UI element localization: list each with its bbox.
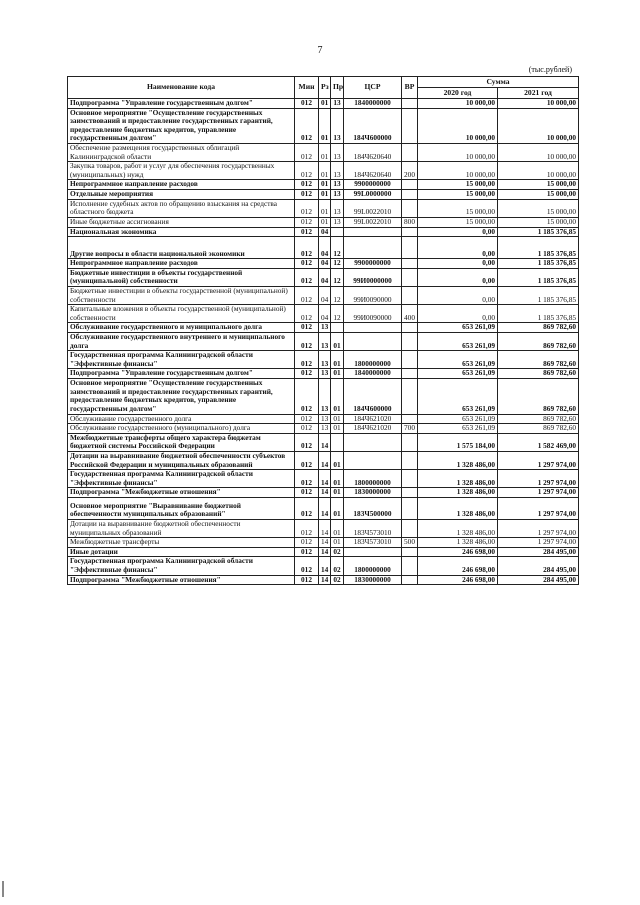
cell-amount-2020: 0,00 — [418, 227, 498, 237]
cell-amount-2021: 1 297 974,00 — [498, 538, 579, 548]
cell-min: 012 — [295, 144, 319, 162]
cell-min: 012 — [295, 323, 319, 333]
cell-pr — [331, 323, 344, 333]
cell-vr — [402, 351, 418, 369]
cell-amount-2021: 284 495,00 — [498, 547, 579, 557]
cell-min: 012 — [295, 286, 319, 304]
table-row — [68, 268, 579, 286]
cell-amount-2021: 15 000,00 — [498, 217, 579, 227]
cell-vr — [402, 190, 418, 200]
cell-min: 012 — [295, 180, 319, 190]
cell-min: 012 — [295, 557, 319, 575]
cell-csr: 1800000000 — [344, 557, 402, 575]
header-csr: ЦСР — [344, 77, 402, 99]
cell-rz: 01 — [319, 99, 331, 109]
cell-min: 012 — [295, 575, 319, 585]
cell-pr: 13 — [331, 108, 344, 143]
cell-amount-2020: 0,00 — [418, 237, 498, 259]
header-name: Наименование кода — [68, 77, 295, 99]
cell-amount-2020: 653 261,09 — [418, 323, 498, 333]
cell-amount-2020: 246 698,00 — [418, 557, 498, 575]
cell-csr — [344, 237, 402, 259]
cell-vr — [402, 379, 418, 414]
cell-rz: 14 — [319, 433, 331, 451]
cell-min: 012 — [295, 259, 319, 269]
cell-vr — [402, 259, 418, 269]
cell-amount-2021: 1 297 974,00 — [498, 470, 579, 488]
cell-name: Отдельные мероприятия — [68, 190, 295, 200]
cell-vr — [402, 369, 418, 379]
cell-amount-2020: 15 000,00 — [418, 180, 498, 190]
cell-min: 012 — [295, 162, 319, 180]
cell-min: 012 — [295, 470, 319, 488]
cell-amount-2021: 1 297 974,00 — [498, 519, 579, 537]
cell-min: 012 — [295, 451, 319, 469]
table-row — [68, 519, 579, 537]
table-row — [68, 305, 579, 323]
units-label: (тыс.рублей) — [528, 65, 572, 74]
cell-pr — [331, 433, 344, 451]
cell-pr: 13 — [331, 99, 344, 109]
cell-csr: 184Ч621020 — [344, 414, 402, 424]
cell-csr — [344, 323, 402, 333]
table-row — [68, 451, 579, 469]
cell-csr: 1830000000 — [344, 488, 402, 498]
cell-amount-2020: 10 000,00 — [418, 99, 498, 109]
cell-amount-2021: 1 185 376,85 — [498, 305, 579, 323]
cell-pr: 12 — [331, 268, 344, 286]
cell-vr — [402, 333, 418, 351]
cell-amount-2020: 246 698,00 — [418, 547, 498, 557]
cell-name: Дотации на выравнивание бюджетной обеспеченности муниципальных образований — [68, 519, 295, 537]
cell-min: 012 — [295, 369, 319, 379]
cell-rz: 01 — [319, 199, 331, 217]
cell-rz: 13 — [319, 424, 331, 434]
cell-amount-2020: 246 698,00 — [418, 575, 498, 585]
cell-amount-2021: 869 782,60 — [498, 323, 579, 333]
cell-amount-2021: 15 000,00 — [498, 190, 579, 200]
cell-rz: 14 — [319, 557, 331, 575]
cell-csr: 99L0022010 — [344, 217, 402, 227]
cell-amount-2021: 1 185 376,85 — [498, 259, 579, 269]
cell-rz: 01 — [319, 108, 331, 143]
cell-min: 012 — [295, 351, 319, 369]
cell-csr: 183Ч573010 — [344, 519, 402, 537]
cell-amount-2020: 15 000,00 — [418, 217, 498, 227]
cell-name: Подпрограмма "Межбюджетные отношения" — [68, 575, 295, 585]
cell-name: Межбюджетные трансферты — [68, 538, 295, 548]
cell-amount-2021: 869 782,60 — [498, 351, 579, 369]
table-row — [68, 379, 579, 414]
cell-vr — [402, 433, 418, 451]
cell-amount-2021: 1 297 974,00 — [498, 488, 579, 498]
table-row — [68, 470, 579, 488]
cell-vr — [402, 99, 418, 109]
table-row — [68, 259, 579, 269]
cell-min: 012 — [295, 305, 319, 323]
table-row — [68, 488, 579, 498]
cell-min: 012 — [295, 538, 319, 548]
cell-csr: 184Ч620640 — [344, 162, 402, 180]
cell-vr — [402, 557, 418, 575]
cell-csr: 183Ч500000 — [344, 497, 402, 519]
cell-amount-2020: 10 000,00 — [418, 144, 498, 162]
cell-amount-2021: 1 185 376,85 — [498, 237, 579, 259]
cell-rz: 13 — [319, 351, 331, 369]
cell-amount-2020: 653 261,09 — [418, 333, 498, 351]
cell-csr — [344, 547, 402, 557]
header-vr: ВР — [402, 77, 418, 99]
cell-amount-2021: 10 000,00 — [498, 144, 579, 162]
cell-amount-2020: 1 328 486,00 — [418, 497, 498, 519]
cell-amount-2021: 15 000,00 — [498, 180, 579, 190]
table-row — [68, 433, 579, 451]
cell-amount-2020: 1 328 486,00 — [418, 538, 498, 548]
cell-min: 012 — [295, 488, 319, 498]
cell-rz: 04 — [319, 259, 331, 269]
cell-amount-2021: 284 495,00 — [498, 557, 579, 575]
cell-vr — [402, 180, 418, 190]
cell-vr — [402, 237, 418, 259]
cell-vr: 400 — [402, 305, 418, 323]
cell-name: Обслуживание государственного (муниципального) долга — [68, 424, 295, 434]
table-row — [68, 144, 579, 162]
cell-vr — [402, 268, 418, 286]
cell-vr — [402, 323, 418, 333]
cell-csr: 9900000000 — [344, 259, 402, 269]
cell-amount-2020: 10 000,00 — [418, 108, 498, 143]
cell-vr — [402, 144, 418, 162]
cell-pr: 01 — [331, 369, 344, 379]
cell-rz: 01 — [319, 162, 331, 180]
cell-rz: 13 — [319, 414, 331, 424]
cell-pr: 01 — [331, 497, 344, 519]
cell-amount-2021: 869 782,60 — [498, 424, 579, 434]
cell-amount-2020: 653 261,09 — [418, 379, 498, 414]
cell-min: 012 — [295, 547, 319, 557]
cell-rz: 04 — [319, 227, 331, 237]
cell-pr: 02 — [331, 557, 344, 575]
cell-vr — [402, 108, 418, 143]
cell-pr: 13 — [331, 217, 344, 227]
cell-vr — [402, 227, 418, 237]
cell-min: 012 — [295, 379, 319, 414]
cell-vr — [402, 470, 418, 488]
cell-pr: 02 — [331, 575, 344, 585]
cell-csr — [344, 433, 402, 451]
cell-pr: 01 — [331, 424, 344, 434]
header-pr: Пр — [331, 77, 344, 99]
cell-amount-2020: 1 328 486,00 — [418, 451, 498, 469]
cell-pr: 02 — [331, 547, 344, 557]
cell-rz: 04 — [319, 237, 331, 259]
cell-name: Закупка товаров, работ и услуг для обеспечения государственных (муниципальных) нужд — [68, 162, 295, 180]
cell-name: Обслуживание государственного и муниципального долга — [68, 323, 295, 333]
cell-rz: 01 — [319, 190, 331, 200]
cell-amount-2020: 1 328 486,00 — [418, 519, 498, 537]
cell-pr — [331, 227, 344, 237]
table-row — [68, 497, 579, 519]
cell-min: 012 — [295, 108, 319, 143]
cell-vr — [402, 575, 418, 585]
cell-name: Непрограммное направление расходов — [68, 180, 295, 190]
cell-amount-2020: 15 000,00 — [418, 199, 498, 217]
table-row — [68, 575, 579, 585]
cell-rz: 14 — [319, 488, 331, 498]
cell-name: Непрограммное направление расходов — [68, 259, 295, 269]
cell-rz: 14 — [319, 497, 331, 519]
cell-rz: 13 — [319, 333, 331, 351]
cell-pr: 01 — [331, 351, 344, 369]
table-row — [68, 217, 579, 227]
cell-name: Национальная экономика — [68, 227, 295, 237]
cell-csr: 99L0000000 — [344, 190, 402, 200]
table-row — [68, 286, 579, 304]
cell-vr — [402, 547, 418, 557]
cell-amount-2021: 869 782,60 — [498, 379, 579, 414]
cell-csr — [344, 451, 402, 469]
header-2021: 2021 год — [498, 88, 579, 99]
cell-min: 012 — [295, 99, 319, 109]
cell-amount-2020: 1 575 184,00 — [418, 433, 498, 451]
cell-name: Подпрограмма "Управление государственным долгом" — [68, 369, 295, 379]
cell-rz: 14 — [319, 451, 331, 469]
cell-name: Подпрограмма "Управление государственным долгом" — [68, 99, 295, 109]
cell-csr — [344, 333, 402, 351]
cell-amount-2020: 653 261,09 — [418, 369, 498, 379]
cell-pr: 01 — [331, 333, 344, 351]
cell-csr: 1840000000 — [344, 369, 402, 379]
table-row — [68, 538, 579, 548]
cell-csr: 99И0000000 — [344, 268, 402, 286]
cell-csr: 184Ч620640 — [344, 144, 402, 162]
cell-rz: 14 — [319, 519, 331, 537]
header-sum: Сумма — [418, 77, 579, 88]
table-row — [68, 190, 579, 200]
cell-pr: 01 — [331, 470, 344, 488]
cell-name: Исполнение судебных актов по обращению взыскания на средства областного бюджета — [68, 199, 295, 217]
cell-pr: 01 — [331, 538, 344, 548]
budget-table — [67, 76, 579, 585]
cell-name: Обеспечение размещения государственных облигаций Калининградской области — [68, 144, 295, 162]
cell-csr: 9900000000 — [344, 180, 402, 190]
cell-vr — [402, 497, 418, 519]
cell-pr: 13 — [331, 144, 344, 162]
cell-pr: 01 — [331, 519, 344, 537]
cell-name: Иные дотации — [68, 547, 295, 557]
cell-csr: 1840000000 — [344, 99, 402, 109]
cell-amount-2020: 0,00 — [418, 268, 498, 286]
cell-min: 012 — [295, 433, 319, 451]
cell-name: Обслуживание государственного долга — [68, 414, 295, 424]
margin-mark — [2, 881, 4, 897]
cell-rz: 13 — [319, 369, 331, 379]
cell-name: Государственная программа Калининградской области "Эффективные финансы" — [68, 351, 295, 369]
cell-pr: 13 — [331, 199, 344, 217]
cell-amount-2020: 1 328 486,00 — [418, 470, 498, 488]
cell-name: Основное мероприятие "Выравнивание бюджетной обеспеченности муниципальных образований" — [68, 497, 295, 519]
cell-amount-2020: 15 000,00 — [418, 190, 498, 200]
cell-name: Другие вопросы в области национальной экономики — [68, 237, 295, 259]
cell-vr: 700 — [402, 424, 418, 434]
cell-csr: 99И0090000 — [344, 305, 402, 323]
cell-name: Государственная программа Калининградской области "Эффективные финансы" — [68, 557, 295, 575]
cell-amount-2020: 653 261,09 — [418, 424, 498, 434]
cell-amount-2021: 1 185 376,85 — [498, 268, 579, 286]
cell-vr — [402, 488, 418, 498]
cell-pr: 12 — [331, 237, 344, 259]
cell-amount-2020: 10 000,00 — [418, 162, 498, 180]
table-row — [68, 199, 579, 217]
cell-amount-2020: 653 261,09 — [418, 351, 498, 369]
cell-pr: 01 — [331, 451, 344, 469]
cell-rz: 01 — [319, 217, 331, 227]
header-2020: 2020 год — [418, 88, 498, 99]
cell-name: Межбюджетные трансферты общего характера бюджетам бюджетной системы Российской Федерации — [68, 433, 295, 451]
cell-min: 012 — [295, 199, 319, 217]
header-rz: Рз — [319, 77, 331, 99]
cell-rz: 14 — [319, 470, 331, 488]
cell-rz: 13 — [319, 379, 331, 414]
cell-rz: 04 — [319, 286, 331, 304]
cell-pr: 01 — [331, 379, 344, 414]
cell-csr: 99И0090000 — [344, 286, 402, 304]
cell-amount-2020: 0,00 — [418, 259, 498, 269]
cell-vr: 200 — [402, 162, 418, 180]
cell-rz: 01 — [319, 180, 331, 190]
cell-vr: 500 — [402, 538, 418, 548]
table-row — [68, 227, 579, 237]
cell-pr: 13 — [331, 190, 344, 200]
cell-csr: 1800000000 — [344, 351, 402, 369]
table-row — [68, 424, 579, 434]
cell-min: 012 — [295, 519, 319, 537]
cell-amount-2021: 1 297 974,00 — [498, 451, 579, 469]
cell-csr: 184Ч621020 — [344, 424, 402, 434]
cell-amount-2021: 10 000,00 — [498, 99, 579, 109]
cell-min: 012 — [295, 497, 319, 519]
cell-name: Основное мероприятие "Осуществление государственных заимствований и предоставление государственных гарантий, предоставление бюджетных кредитов, управление государственным долгом" — [68, 108, 295, 143]
cell-rz: 14 — [319, 547, 331, 557]
cell-min: 012 — [295, 217, 319, 227]
cell-amount-2020: 1 328 486,00 — [418, 488, 498, 498]
cell-min: 012 — [295, 424, 319, 434]
table-row — [68, 351, 579, 369]
cell-pr: 12 — [331, 286, 344, 304]
cell-amount-2021: 1 582 469,00 — [498, 433, 579, 451]
cell-amount-2021: 1 185 376,85 — [498, 286, 579, 304]
cell-amount-2021: 869 782,60 — [498, 369, 579, 379]
cell-min: 012 — [295, 268, 319, 286]
cell-pr: 13 — [331, 180, 344, 190]
cell-pr: 01 — [331, 414, 344, 424]
cell-pr: 13 — [331, 162, 344, 180]
cell-amount-2021: 10 000,00 — [498, 162, 579, 180]
table-row — [68, 162, 579, 180]
cell-amount-2021: 1 185 376,85 — [498, 227, 579, 237]
cell-min: 012 — [295, 414, 319, 424]
cell-rz: 14 — [319, 538, 331, 548]
cell-vr — [402, 199, 418, 217]
cell-amount-2021: 284 495,00 — [498, 575, 579, 585]
cell-name: Обслуживание государственного внутреннего и муниципального долга — [68, 333, 295, 351]
cell-min: 012 — [295, 227, 319, 237]
cell-amount-2021: 15 000,00 — [498, 199, 579, 217]
cell-name: Основное мероприятие "Осуществление государственных заимствований и предоставление государственных гарантий, предоставление бюджетных кредитов, управление государственным долгом" — [68, 379, 295, 414]
table-row — [68, 108, 579, 143]
cell-amount-2021: 869 782,60 — [498, 414, 579, 424]
cell-vr — [402, 286, 418, 304]
cell-rz: 01 — [319, 144, 331, 162]
cell-min: 012 — [295, 237, 319, 259]
cell-pr: 12 — [331, 305, 344, 323]
cell-vr — [402, 519, 418, 537]
cell-name: Бюджетные инвестиции в объекты государственной (муниципальной) собственности — [68, 286, 295, 304]
table-row — [68, 237, 579, 259]
cell-rz: 13 — [319, 323, 331, 333]
cell-csr: 1830000000 — [344, 575, 402, 585]
cell-min: 012 — [295, 333, 319, 351]
cell-amount-2021: 869 782,60 — [498, 333, 579, 351]
cell-name: Бюджетные инвестиции в объекты государственной (муниципальной) собственности — [68, 268, 295, 286]
cell-csr: 99L0022010 — [344, 199, 402, 217]
cell-csr: 1800000000 — [344, 470, 402, 488]
cell-csr: 184Ч600000 — [344, 379, 402, 414]
cell-csr — [344, 227, 402, 237]
cell-rz: 14 — [319, 575, 331, 585]
cell-vr: 800 — [402, 217, 418, 227]
cell-amount-2020: 653 261,09 — [418, 414, 498, 424]
table-row — [68, 333, 579, 351]
cell-vr — [402, 451, 418, 469]
cell-csr: 183Ч573010 — [344, 538, 402, 548]
cell-amount-2021: 1 297 974,00 — [498, 497, 579, 519]
page-number: 7 — [317, 45, 323, 56]
cell-name: Государственная программа Калининградской области "Эффективные финансы" — [68, 470, 295, 488]
cell-rz: 04 — [319, 305, 331, 323]
cell-name: Дотации на выравнивание бюджетной обеспеченности субъектов Российской Федерации и муниципальных образований — [68, 451, 295, 469]
cell-name: Капитальные вложения в объекты государственной (муниципальной) собственности — [68, 305, 295, 323]
header-min: Мин — [295, 77, 319, 99]
cell-csr: 184Ч600000 — [344, 108, 402, 143]
cell-amount-2021: 10 000,00 — [498, 108, 579, 143]
cell-pr: 12 — [331, 259, 344, 269]
cell-pr: 01 — [331, 488, 344, 498]
table-row — [68, 99, 579, 109]
cell-name: Иные бюджетные ассигнования — [68, 217, 295, 227]
table-row — [68, 557, 579, 575]
cell-name: Подпрограмма "Межбюджетные отношения" — [68, 488, 295, 498]
cell-min: 012 — [295, 190, 319, 200]
cell-amount-2020: 0,00 — [418, 305, 498, 323]
cell-rz: 04 — [319, 268, 331, 286]
cell-amount-2020: 0,00 — [418, 286, 498, 304]
